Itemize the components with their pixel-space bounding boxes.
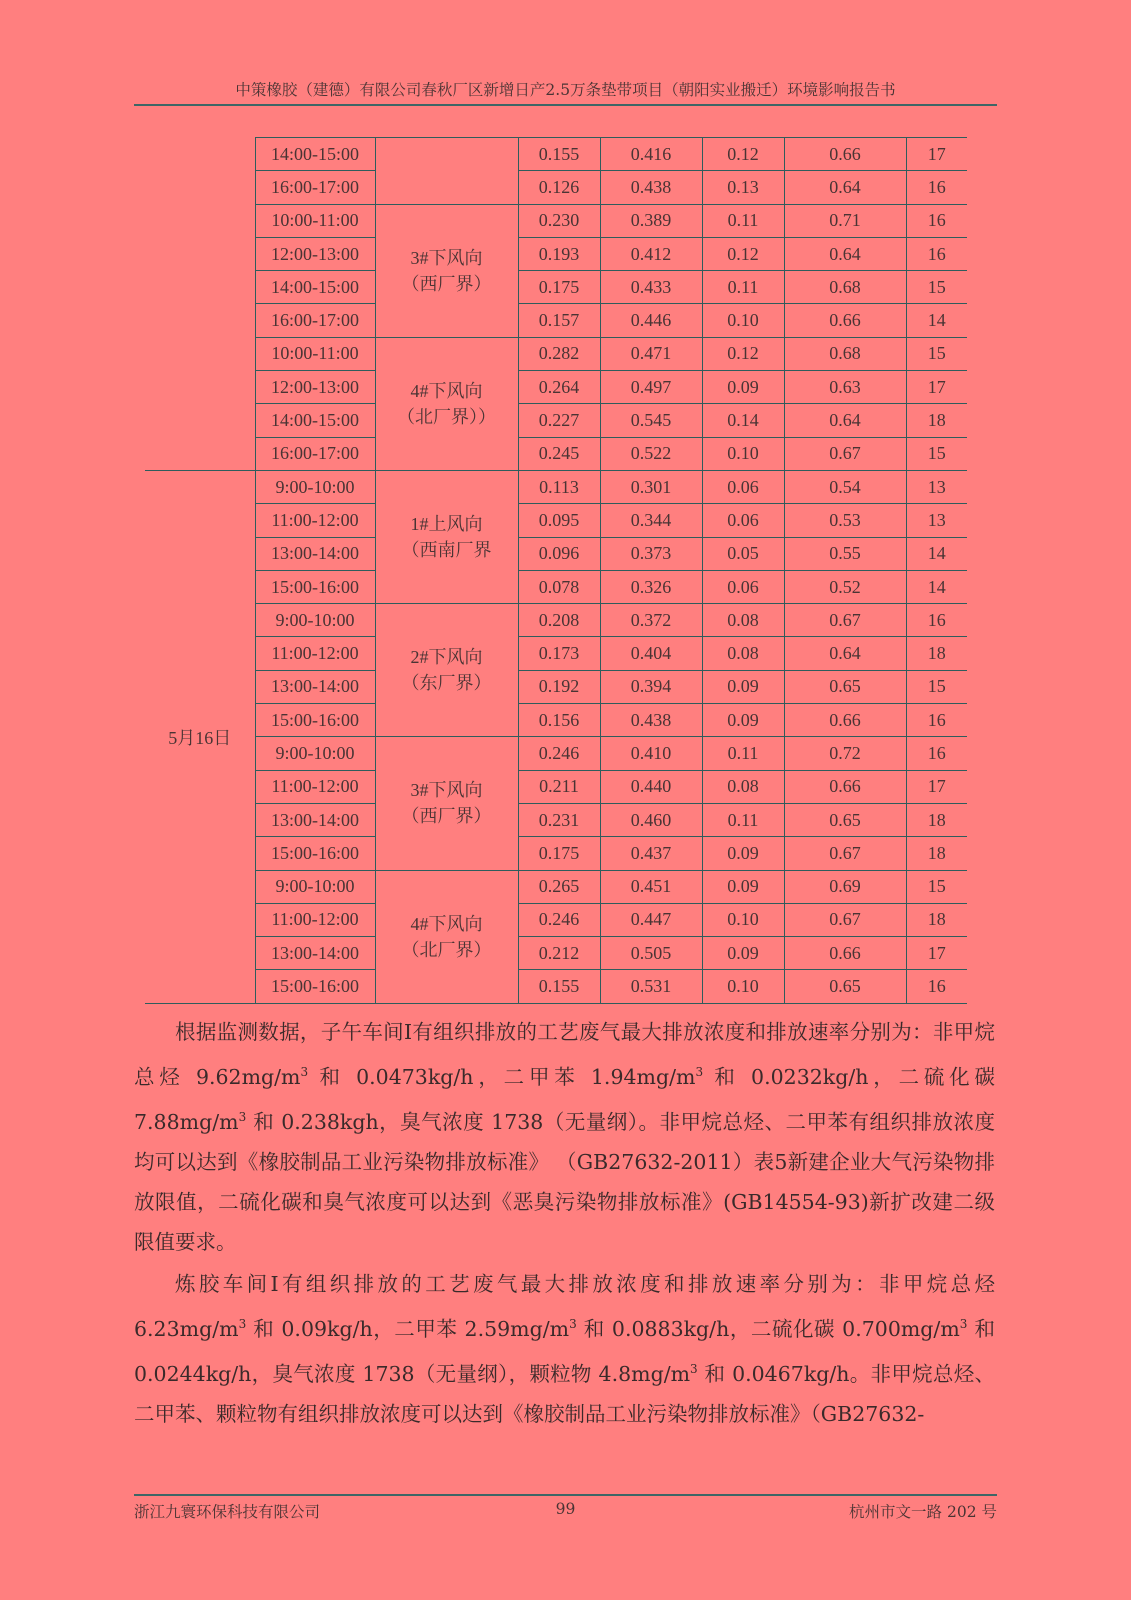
value-cell: 0.11 — [702, 737, 784, 770]
time-cell: 12:00-13:00 — [255, 371, 375, 404]
table-row — [145, 337, 967, 370]
value-cell: 0.09 — [702, 870, 784, 903]
table-row — [145, 537, 967, 570]
value-cell: 0.67 — [784, 604, 906, 637]
value-cell: 0.09 — [702, 670, 784, 703]
time-cell: 11:00-12:00 — [255, 504, 375, 537]
date-cell: 5月16日 — [145, 470, 255, 1003]
value-cell: 0.440 — [600, 770, 702, 803]
value-cell: 0.078 — [518, 570, 600, 603]
value-cell: 0.10 — [702, 970, 784, 1003]
value-cell: 18 — [906, 637, 967, 670]
value-cell: 0.09 — [702, 371, 784, 404]
time-cell: 10:00-11:00 — [255, 337, 375, 370]
header-rule — [134, 104, 997, 106]
value-cell: 0.05 — [702, 537, 784, 570]
value-cell: 0.208 — [518, 604, 600, 637]
paragraph-2: 炼胶车间I有组织排放的工艺废气最大排放浓度和排放速率分别为：非甲烷总烃 $6.23mg/m^3$ 和 0.09kg/h，二甲苯 $2.59mg/m^3$ 和 0.0883kg/h，二硫化碳 $0.700mg/m^3$ 和 0.0244kg/h，臭气浓度 1738（无量纲），颗粒物 $4.8mg/m^3$ 和 0.0467kg/h。非甲烷总烃、二甲苯、颗粒物有组织排放浓度可以达到《橡胶制品工业污染物排放标准》（GB27632- — [134, 1272, 995, 1426]
site-label-line2: （北厂界）） — [397, 406, 496, 427]
value-cell: 0.545 — [600, 404, 702, 437]
value-cell: 17 — [906, 937, 967, 970]
time-cell: 11:00-12:00 — [255, 770, 375, 803]
value-cell: 18 — [906, 837, 967, 870]
value-cell: 13 — [906, 470, 967, 503]
value-cell: 0.372 — [600, 604, 702, 637]
time-cell: 9:00-10:00 — [255, 737, 375, 770]
value-cell: 0.126 — [518, 171, 600, 204]
value-cell: 0.155 — [518, 970, 600, 1003]
value-cell: 0.11 — [702, 204, 784, 237]
time-cell: 11:00-12:00 — [255, 903, 375, 936]
value-cell: 0.11 — [702, 803, 784, 836]
site-label-line2: （东厂界） — [401, 673, 492, 694]
value-cell: 0.389 — [600, 204, 702, 237]
value-cell: 0.10 — [702, 903, 784, 936]
value-cell: 0.12 — [702, 337, 784, 370]
value-cell: 0.157 — [518, 304, 600, 337]
value-cell: 0.66 — [784, 770, 906, 803]
value-cell: 0.231 — [518, 803, 600, 836]
value-cell: 0.63 — [784, 371, 906, 404]
table-row — [145, 371, 967, 404]
value-cell: 14 — [906, 537, 967, 570]
value-cell: 0.301 — [600, 470, 702, 503]
time-cell: 10:00-11:00 — [255, 204, 375, 237]
value-cell: 0.66 — [784, 937, 906, 970]
time-cell: 13:00-14:00 — [255, 803, 375, 836]
value-cell: 0.451 — [600, 870, 702, 903]
time-cell: 16:00-17:00 — [255, 304, 375, 337]
value-cell: 0.71 — [784, 204, 906, 237]
time-cell: 14:00-15:00 — [255, 404, 375, 437]
footer-company: 浙江九寰环保科技有限公司 — [134, 1503, 321, 1521]
value-cell: 13 — [906, 504, 967, 537]
value-cell: 0.65 — [784, 970, 906, 1003]
value-cell: 0.69 — [784, 870, 906, 903]
value-cell: 0.227 — [518, 404, 600, 437]
table-row — [145, 437, 967, 470]
value-cell: 0.211 — [518, 770, 600, 803]
value-cell: 0.09 — [702, 704, 784, 737]
table-row — [145, 704, 967, 737]
value-cell: 0.394 — [600, 670, 702, 703]
value-cell: 0.64 — [784, 404, 906, 437]
value-cell: 17 — [906, 371, 967, 404]
value-cell: 0.447 — [600, 903, 702, 936]
time-cell: 12:00-13:00 — [255, 237, 375, 270]
value-cell: 0.410 — [600, 737, 702, 770]
value-cell: 0.09 — [702, 937, 784, 970]
time-cell: 16:00-17:00 — [255, 437, 375, 470]
site-label-line1: 4#下风向 — [410, 380, 483, 401]
value-cell: 0.155 — [518, 138, 600, 171]
value-cell: 14 — [906, 570, 967, 603]
value-cell: 0.438 — [600, 704, 702, 737]
value-cell: 0.08 — [702, 604, 784, 637]
time-cell: 14:00-15:00 — [255, 138, 375, 171]
value-cell: 0.08 — [702, 770, 784, 803]
value-cell: 0.06 — [702, 470, 784, 503]
table-row — [145, 304, 967, 337]
value-cell: 0.53 — [784, 504, 906, 537]
value-cell: 18 — [906, 404, 967, 437]
table-row — [145, 903, 967, 936]
footer-rule — [134, 1494, 997, 1496]
value-cell: 17 — [906, 770, 967, 803]
value-cell: 0.52 — [784, 570, 906, 603]
value-cell: 0.246 — [518, 903, 600, 936]
value-cell: 0.230 — [518, 204, 600, 237]
time-cell: 9:00-10:00 — [255, 470, 375, 503]
paragraph-1: 根据监测数据，子午车间I有组织排放的工艺废气最大排放浓度和排放速率分别为：非甲烷总烃 $9.62mg/m^3$ 和 0.0473kg/h，二甲苯 $1.94mg/m^3$ 和 0.0232kg/h，二硫化碳 $7.88mg/m^3$ 和 0.238kgh，臭气浓度 1738（无量纲）。非甲烷总烃、二甲苯有组织排放浓度均可以达到《橡胶制品工业污染物排放标准》 （GB27632-2011）表5新建企业大气污染物排放限值，二硫化碳和臭气浓度可以达到《恶臭污染物排放标准》(GB14554-93)新扩改建二级限值要求。 — [134, 1020, 995, 1254]
value-cell: 0.12 — [702, 138, 784, 171]
value-cell: 0.433 — [600, 271, 702, 304]
table-row — [145, 937, 967, 970]
value-cell: 0.13 — [702, 171, 784, 204]
value-cell: 0.67 — [784, 837, 906, 870]
table-row — [145, 271, 967, 304]
time-cell: 15:00-16:00 — [255, 704, 375, 737]
value-cell: 16 — [906, 970, 967, 1003]
value-cell: 0.522 — [600, 437, 702, 470]
page-number: 99 — [555, 1500, 576, 1518]
value-cell: 15 — [906, 337, 967, 370]
value-cell: 0.497 — [600, 371, 702, 404]
page-header: 中策橡胶（建德）有限公司春秋厂区新增日产2.5万条垫带项目（朝阳实业搬迁）环境影响报告书 — [235, 81, 896, 99]
value-cell: 0.096 — [518, 537, 600, 570]
value-cell: 0.65 — [784, 803, 906, 836]
value-cell: 0.460 — [600, 803, 702, 836]
table-row — [145, 870, 967, 903]
value-cell: 0.173 — [518, 637, 600, 670]
table-row — [145, 737, 967, 770]
site-cell — [375, 870, 518, 1003]
value-cell: 0.264 — [518, 371, 600, 404]
value-cell: 0.505 — [600, 937, 702, 970]
value-cell: 0.531 — [600, 970, 702, 1003]
value-cell: 0.471 — [600, 337, 702, 370]
time-cell: 15:00-16:00 — [255, 837, 375, 870]
time-cell: 9:00-10:00 — [255, 604, 375, 637]
site-label-line2: （西厂界） — [401, 806, 492, 827]
table-row — [145, 237, 967, 270]
time-cell: 13:00-14:00 — [255, 670, 375, 703]
time-cell: 14:00-15:00 — [255, 271, 375, 304]
table-row — [145, 470, 967, 503]
table-row — [145, 637, 967, 670]
value-cell: 0.68 — [784, 271, 906, 304]
site-cell — [375, 737, 518, 870]
table-row — [145, 670, 967, 703]
value-cell: 0.438 — [600, 171, 702, 204]
value-cell: 0.06 — [702, 504, 784, 537]
table-row — [145, 204, 967, 237]
site-label-line2: （西厂界） — [401, 273, 492, 294]
footer-address: 杭州市文一路 202 号 — [849, 1503, 997, 1521]
site-cell — [375, 204, 518, 337]
site-label-line1: 2#下风向 — [410, 647, 483, 668]
value-cell: 0.55 — [784, 537, 906, 570]
value-cell: 0.67 — [784, 437, 906, 470]
site-label-line1: 3#下风向 — [410, 247, 483, 268]
site-cell — [375, 337, 518, 470]
value-cell: 0.66 — [784, 138, 906, 171]
value-cell: 0.10 — [702, 437, 784, 470]
value-cell: 0.66 — [784, 704, 906, 737]
time-cell: 15:00-16:00 — [255, 970, 375, 1003]
table-row — [145, 404, 967, 437]
value-cell: 18 — [906, 903, 967, 936]
value-cell: 0.68 — [784, 337, 906, 370]
site-label-line1: 4#下风向 — [410, 913, 483, 934]
value-cell: 0.416 — [600, 138, 702, 171]
value-cell: 0.246 — [518, 737, 600, 770]
value-cell: 17 — [906, 138, 967, 171]
value-cell: 0.326 — [600, 570, 702, 603]
site-label-line1: 3#下风向 — [410, 780, 483, 801]
value-cell: 16 — [906, 737, 967, 770]
value-cell: 16 — [906, 604, 967, 637]
time-cell: 15:00-16:00 — [255, 570, 375, 603]
value-cell: 16 — [906, 171, 967, 204]
value-cell: 0.64 — [784, 637, 906, 670]
value-cell: 0.54 — [784, 470, 906, 503]
site-cell — [375, 604, 518, 737]
table-row — [145, 837, 967, 870]
value-cell: 0.113 — [518, 470, 600, 503]
value-cell: 18 — [906, 803, 967, 836]
value-cell: 0.212 — [518, 937, 600, 970]
value-cell: 15 — [906, 670, 967, 703]
value-cell: 0.412 — [600, 237, 702, 270]
value-cell: 0.09 — [702, 837, 784, 870]
time-cell: 13:00-14:00 — [255, 537, 375, 570]
date-cell — [145, 138, 255, 471]
value-cell: 0.192 — [518, 670, 600, 703]
value-cell: 15 — [906, 437, 967, 470]
value-cell: 0.344 — [600, 504, 702, 537]
value-cell: 0.06 — [702, 570, 784, 603]
value-cell: 0.67 — [784, 903, 906, 936]
value-cell: 0.10 — [702, 304, 784, 337]
time-cell: 13:00-14:00 — [255, 937, 375, 970]
value-cell: 0.65 — [784, 670, 906, 703]
value-cell: 0.245 — [518, 437, 600, 470]
value-cell: 0.282 — [518, 337, 600, 370]
table-row — [145, 138, 967, 171]
site-label-line2: （北厂界） — [401, 939, 492, 960]
time-cell: 16:00-17:00 — [255, 171, 375, 204]
value-cell: 0.175 — [518, 837, 600, 870]
value-cell: 0.11 — [702, 271, 784, 304]
value-cell: 0.156 — [518, 704, 600, 737]
value-cell: 16 — [906, 704, 967, 737]
value-cell: 0.193 — [518, 237, 600, 270]
value-cell: 0.265 — [518, 870, 600, 903]
site-cell — [375, 138, 518, 205]
table-row — [145, 604, 967, 637]
value-cell: 0.446 — [600, 304, 702, 337]
value-cell: 14 — [906, 304, 967, 337]
table-row — [145, 803, 967, 836]
value-cell: 0.373 — [600, 537, 702, 570]
site-label-line1: 1#上风向 — [410, 514, 483, 535]
site-label-line2: （西南厂界 — [401, 540, 492, 561]
value-cell: 0.437 — [600, 837, 702, 870]
value-cell: 0.095 — [518, 504, 600, 537]
value-cell: 15 — [906, 870, 967, 903]
table-row — [145, 970, 967, 1003]
value-cell: 15 — [906, 271, 967, 304]
value-cell: 0.72 — [784, 737, 906, 770]
monitoring-data-table — [145, 137, 967, 1004]
table-row — [145, 171, 967, 204]
value-cell: 0.66 — [784, 304, 906, 337]
table-row — [145, 504, 967, 537]
value-cell: 0.14 — [702, 404, 784, 437]
table-row — [145, 570, 967, 603]
value-cell: 16 — [906, 204, 967, 237]
value-cell: 0.175 — [518, 271, 600, 304]
table-row — [145, 770, 967, 803]
site-cell — [375, 470, 518, 603]
value-cell: 16 — [906, 237, 967, 270]
value-cell: 0.404 — [600, 637, 702, 670]
value-cell: 0.08 — [702, 637, 784, 670]
value-cell: 0.64 — [784, 237, 906, 270]
value-cell: 0.12 — [702, 237, 784, 270]
time-cell: 11:00-12:00 — [255, 637, 375, 670]
time-cell: 9:00-10:00 — [255, 870, 375, 903]
value-cell: 0.64 — [784, 171, 906, 204]
